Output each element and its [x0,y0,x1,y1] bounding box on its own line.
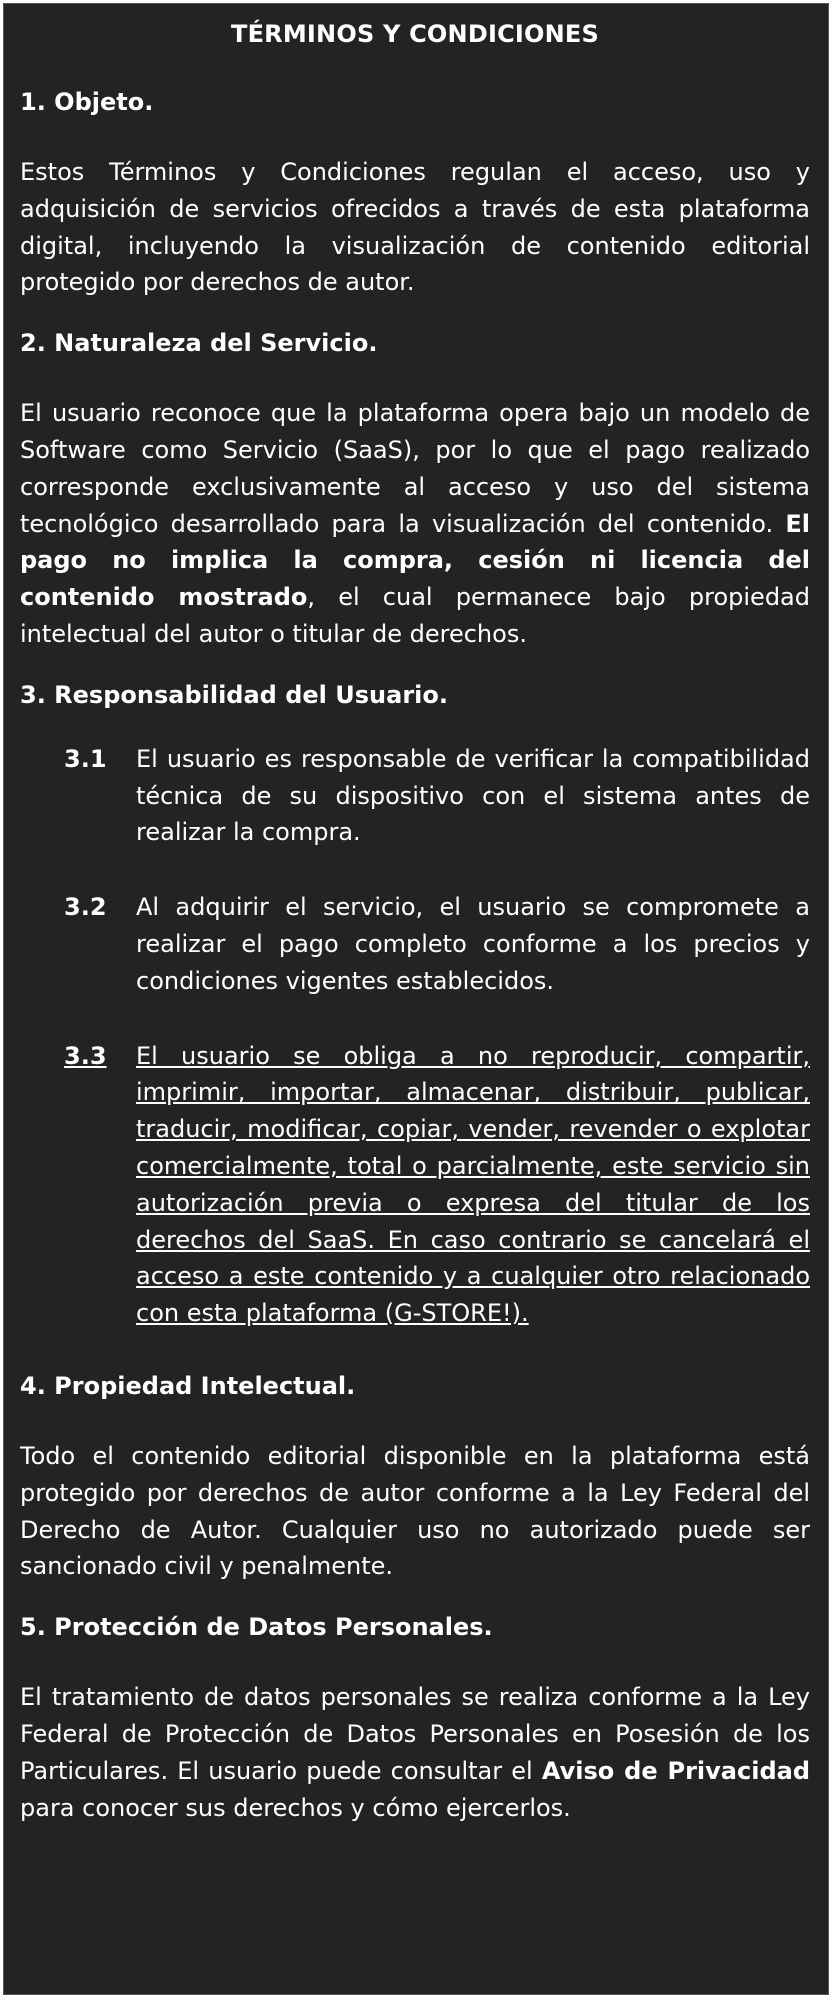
section-5-text-end: para conocer sus derechos y cómo ejercerlos. [20,1793,571,1822]
section-4-text: Todo el contenido editorial disponible en la plataforma está protegido por derechos de autor conforme a la Ley Federal del Derecho de Autor. Cualquier uso no autorizado puede ser sancionado civil y penalmente. [20,1441,810,1581]
terms-panel [3,3,829,1995]
section-1-heading: 1. Objeto. [20,88,154,116]
section-5-text [20,1679,810,1826]
list-item [20,1038,810,1332]
privacy-notice-link: Aviso de Privacidad [541,1756,811,1785]
section-5-heading: 5. Protección de Datos Personales. [20,1613,493,1642]
section-4-heading: 4. Propiedad Intelectual. [20,1371,356,1400]
section-2-bold-text: El pago no implica la compra, cesión ni licencia del contenido mostrado [20,509,810,612]
section-3-heading: 3. Responsabilidad del Usuario. [20,680,448,709]
section-5-text-start: El tratamiento de datos personales se realiza conforme a la Ley Federal de Protección de Datos Personales en Posesión de los Particulares. El usuario puede consultar el [20,1683,810,1785]
item-text: El usuario se obliga a no reproducir, compartir, imprimir, importar, almacenar, distribuir, publicar, traducir, modificar, copiar, vender, revender o explotar comercialmente, total o parcialmente, este servicio sin autorización previa o expresa del titular de los derechos del SaaS. En caso contrario se cancelará el acceso a este contenido y a cualquier otro relacionado con esta plataforma (G-STORE!). [136,1041,810,1328]
section-2-heading: 2. Naturaleza del Servicio. [20,329,378,358]
item-number: 3.3 [64,1041,107,1070]
item-text: El usuario es responsable de verificar la compatibilidad técnica de su dispositivo con el sistema antes de realizar la compra. [136,744,810,847]
page-title: TÉRMINOS Y CONDICIONES [231,20,599,48]
section-3-list [20,741,810,1332]
item-text: Al adquirir el servicio, el usuario se compromete a realizar el pago completo conforme a los precios y condiciones vigentes establecidos. [136,893,810,995]
section-2-text-start: El usuario reconoce que la plataforma opera bajo un modelo de Software como Servicio (SaaS), por lo que el pago realizado corresponde exclusivamente al acceso y uso del sistema tecnológico desarrollado para la visualización del contenido. [20,399,810,538]
section-2-text-end: , el cual permanece bajo propiedad intelectual del autor o titular de derechos. [20,583,810,648]
list-item [20,889,810,999]
section-2-text [20,395,810,653]
item-number: 3.1 [64,744,107,773]
item-number: 3.2 [64,893,107,922]
section-1-text: Estos Términos y Condiciones regulan el acceso, uso y adquisición de servicios ofrecidos a través de esta plataforma digital, incluyendo la visualización de contenido editorial protegido por derechos de autor. [20,158,810,297]
list-item [20,741,810,851]
